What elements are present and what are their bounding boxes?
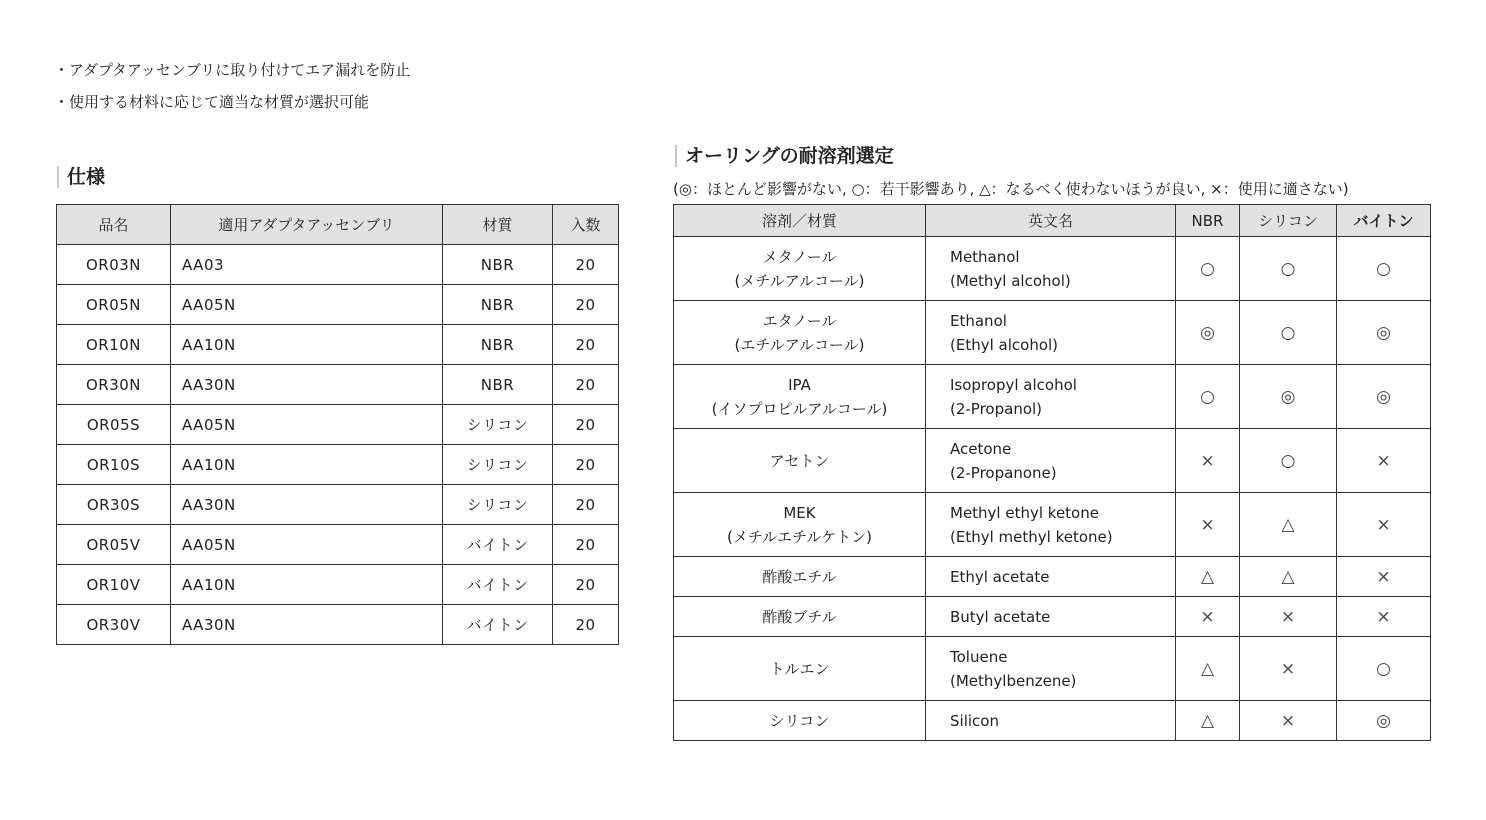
table-row: [674, 597, 1431, 637]
table-row: [674, 557, 1431, 597]
product-code-cell: OR10N: [57, 325, 171, 365]
adapter-cell: AA05N: [171, 285, 443, 325]
english-name-line: (Methylbenzene): [950, 671, 1077, 690]
material-cell: バイトン: [443, 605, 553, 645]
nbr-rating-cell: ×: [1176, 597, 1240, 637]
english-name-line: Toluene: [950, 647, 1008, 666]
nbr-rating-cell: ○: [1176, 365, 1240, 429]
product-code-cell: OR30N: [57, 365, 171, 405]
material-cell: バイトン: [443, 565, 553, 605]
english-name-cell: [926, 597, 1176, 637]
quantity-cell: 20: [553, 325, 619, 365]
table-row: [674, 701, 1431, 741]
table-row: [674, 429, 1431, 493]
english-name-cell: [926, 301, 1176, 365]
english-name-cell: [926, 637, 1176, 701]
solvent-name-line: エタノール: [762, 311, 837, 330]
viton-rating-cell: ◎: [1337, 365, 1431, 429]
product-code-cell: OR05V: [57, 525, 171, 565]
silicon-rating-cell: ×: [1240, 597, 1337, 637]
quantity-cell: 20: [553, 605, 619, 645]
spec-header-row: [57, 205, 619, 245]
column-header-nbr: NBR: [1176, 205, 1240, 237]
solvent-name-line: (イソプロピルアルコール): [711, 399, 888, 418]
english-name-cell: [926, 237, 1176, 301]
silicon-rating-cell: ○: [1240, 237, 1337, 301]
table-row: [57, 365, 619, 405]
material-cell: シリコン: [443, 405, 553, 445]
solvent-name-line: トルエン: [769, 659, 830, 678]
nbr-rating-cell: △: [1176, 557, 1240, 597]
solvent-name-line: (エチルアルコール): [734, 335, 865, 354]
adapter-cell: AA05N: [171, 525, 443, 565]
quantity-cell: 20: [553, 525, 619, 565]
english-name-line: (Methyl alcohol): [950, 271, 1071, 290]
english-name-line: Methyl ethyl ketone: [950, 503, 1099, 522]
solvent-header-row: [674, 205, 1431, 237]
quantity-cell: 20: [553, 485, 619, 525]
adapter-cell: AA10N: [171, 565, 443, 605]
spec-heading: 仕様: [57, 166, 105, 188]
solvent-table: [673, 204, 1431, 741]
product-code-cell: OR10S: [57, 445, 171, 485]
solvent-name-cell: [674, 557, 926, 597]
solvent-name-line: IPA: [788, 375, 811, 394]
silicon-rating-cell: ◎: [1240, 365, 1337, 429]
viton-rating-cell: ×: [1337, 557, 1431, 597]
rating-legend: (◎：ほとんど影響がない, ○：若干影響あり, △：なるべく使わないほうが良い, ×：使用に適さない): [673, 180, 1349, 198]
silicon-rating-cell: ○: [1240, 429, 1337, 493]
adapter-cell: AA30N: [171, 485, 443, 525]
column-header-solvent: 溶剤／材質: [674, 205, 926, 237]
silicon-rating-cell: △: [1240, 557, 1337, 597]
table-row: [57, 245, 619, 285]
nbr-rating-cell: △: [1176, 637, 1240, 701]
solvent-name-line: (メチルアルコール): [734, 271, 865, 290]
column-header-material: 材質: [443, 205, 553, 245]
product-code-cell: OR30V: [57, 605, 171, 645]
english-name-line: Silicon: [950, 711, 999, 730]
viton-rating-cell: ×: [1337, 429, 1431, 493]
quantity-cell: 20: [553, 365, 619, 405]
column-header-adapter: 適用アダプタアッセンブリ: [171, 205, 443, 245]
column-header-silicon: シリコン: [1240, 205, 1337, 237]
english-name-line: (Ethyl methyl ketone): [950, 527, 1113, 546]
nbr-rating-cell: ×: [1176, 493, 1240, 557]
adapter-cell: AA03: [171, 245, 443, 285]
table-row: [674, 493, 1431, 557]
solvent-name-line: シリコン: [769, 711, 830, 730]
column-header-viton: バイトン: [1337, 205, 1431, 237]
material-cell: NBR: [443, 325, 553, 365]
product-code-cell: OR10V: [57, 565, 171, 605]
solvent-name-line: メタノール: [762, 247, 837, 266]
english-name-line: Ethanol: [950, 311, 1007, 330]
column-header-quantity: 入数: [553, 205, 619, 245]
english-name-line: (2-Propanol): [950, 399, 1043, 418]
solvent-name-cell: [674, 237, 926, 301]
quantity-cell: 20: [553, 285, 619, 325]
solvent-name-cell: [674, 365, 926, 429]
viton-rating-cell: ○: [1337, 237, 1431, 301]
table-row: [674, 365, 1431, 429]
adapter-cell: AA10N: [171, 445, 443, 485]
product-code-cell: OR05N: [57, 285, 171, 325]
solvent-name-cell: [674, 597, 926, 637]
adapter-cell: AA05N: [171, 405, 443, 445]
spec-table: [56, 204, 619, 645]
table-row: [57, 405, 619, 445]
table-row: [674, 301, 1431, 365]
viton-rating-cell: ◎: [1337, 701, 1431, 741]
table-row: [57, 285, 619, 325]
silicon-rating-cell: ○: [1240, 301, 1337, 365]
english-name-line: Methanol: [950, 247, 1020, 266]
column-header-english-name: 英文名: [926, 205, 1176, 237]
material-cell: NBR: [443, 365, 553, 405]
nbr-rating-cell: ×: [1176, 429, 1240, 493]
solvent-name-line: MEK: [783, 503, 816, 522]
english-name-cell: [926, 493, 1176, 557]
material-cell: シリコン: [443, 485, 553, 525]
adapter-cell: AA30N: [171, 365, 443, 405]
table-row: [57, 525, 619, 565]
viton-rating-cell: ×: [1337, 597, 1431, 637]
nbr-rating-cell: △: [1176, 701, 1240, 741]
solvent-heading: オーリングの耐溶剤選定: [675, 145, 894, 167]
quantity-cell: 20: [553, 405, 619, 445]
quantity-cell: 20: [553, 565, 619, 605]
adapter-cell: AA30N: [171, 605, 443, 645]
product-code-cell: OR03N: [57, 245, 171, 285]
quantity-cell: 20: [553, 245, 619, 285]
solvent-name-cell: [674, 493, 926, 557]
silicon-rating-cell: ×: [1240, 637, 1337, 701]
feature-item: ・使用する材料に応じて適当な材質が選択可能: [54, 93, 370, 111]
solvent-name-line: 酢酸エチル: [762, 567, 837, 586]
solvent-name-line: 酢酸ブチル: [762, 607, 837, 626]
material-cell: NBR: [443, 245, 553, 285]
solvent-name-cell: [674, 301, 926, 365]
english-name-cell: [926, 365, 1176, 429]
table-row: [674, 637, 1431, 701]
english-name-line: Butyl acetate: [950, 607, 1051, 626]
english-name-cell: [926, 557, 1176, 597]
viton-rating-cell: ○: [1337, 637, 1431, 701]
material-cell: シリコン: [443, 445, 553, 485]
quantity-cell: 20: [553, 445, 619, 485]
english-name-line: Isopropyl alcohol: [950, 375, 1077, 394]
english-name-line: Ethyl acetate: [950, 567, 1050, 586]
solvent-name-cell: [674, 637, 926, 701]
solvent-name-line: アセトン: [769, 451, 830, 470]
viton-rating-cell: ◎: [1337, 301, 1431, 365]
solvent-name-cell: [674, 701, 926, 741]
viton-rating-cell: ×: [1337, 493, 1431, 557]
silicon-rating-cell: ×: [1240, 701, 1337, 741]
english-name-cell: [926, 429, 1176, 493]
adapter-cell: AA10N: [171, 325, 443, 365]
table-row: [57, 445, 619, 485]
solvent-name-cell: [674, 429, 926, 493]
english-name-line: (2-Propanone): [950, 463, 1057, 482]
feature-item: ・アダプタアッセンブリに取り付けてエア漏れを防止: [54, 61, 411, 79]
nbr-rating-cell: ○: [1176, 237, 1240, 301]
material-cell: バイトン: [443, 525, 553, 565]
english-name-cell: [926, 701, 1176, 741]
table-row: [57, 325, 619, 365]
material-cell: NBR: [443, 285, 553, 325]
nbr-rating-cell: ◎: [1176, 301, 1240, 365]
solvent-name-line: (メチルエチルケトン): [727, 527, 872, 546]
feature-list: [54, 54, 410, 118]
silicon-rating-cell: △: [1240, 493, 1337, 557]
table-row: [57, 565, 619, 605]
column-header-product: 品名: [57, 205, 171, 245]
english-name-line: (Ethyl alcohol): [950, 335, 1059, 354]
product-code-cell: OR30S: [57, 485, 171, 525]
table-row: [674, 237, 1431, 301]
english-name-line: Acetone: [950, 439, 1012, 458]
table-row: [57, 485, 619, 525]
table-row: [57, 605, 619, 645]
product-code-cell: OR05S: [57, 405, 171, 445]
